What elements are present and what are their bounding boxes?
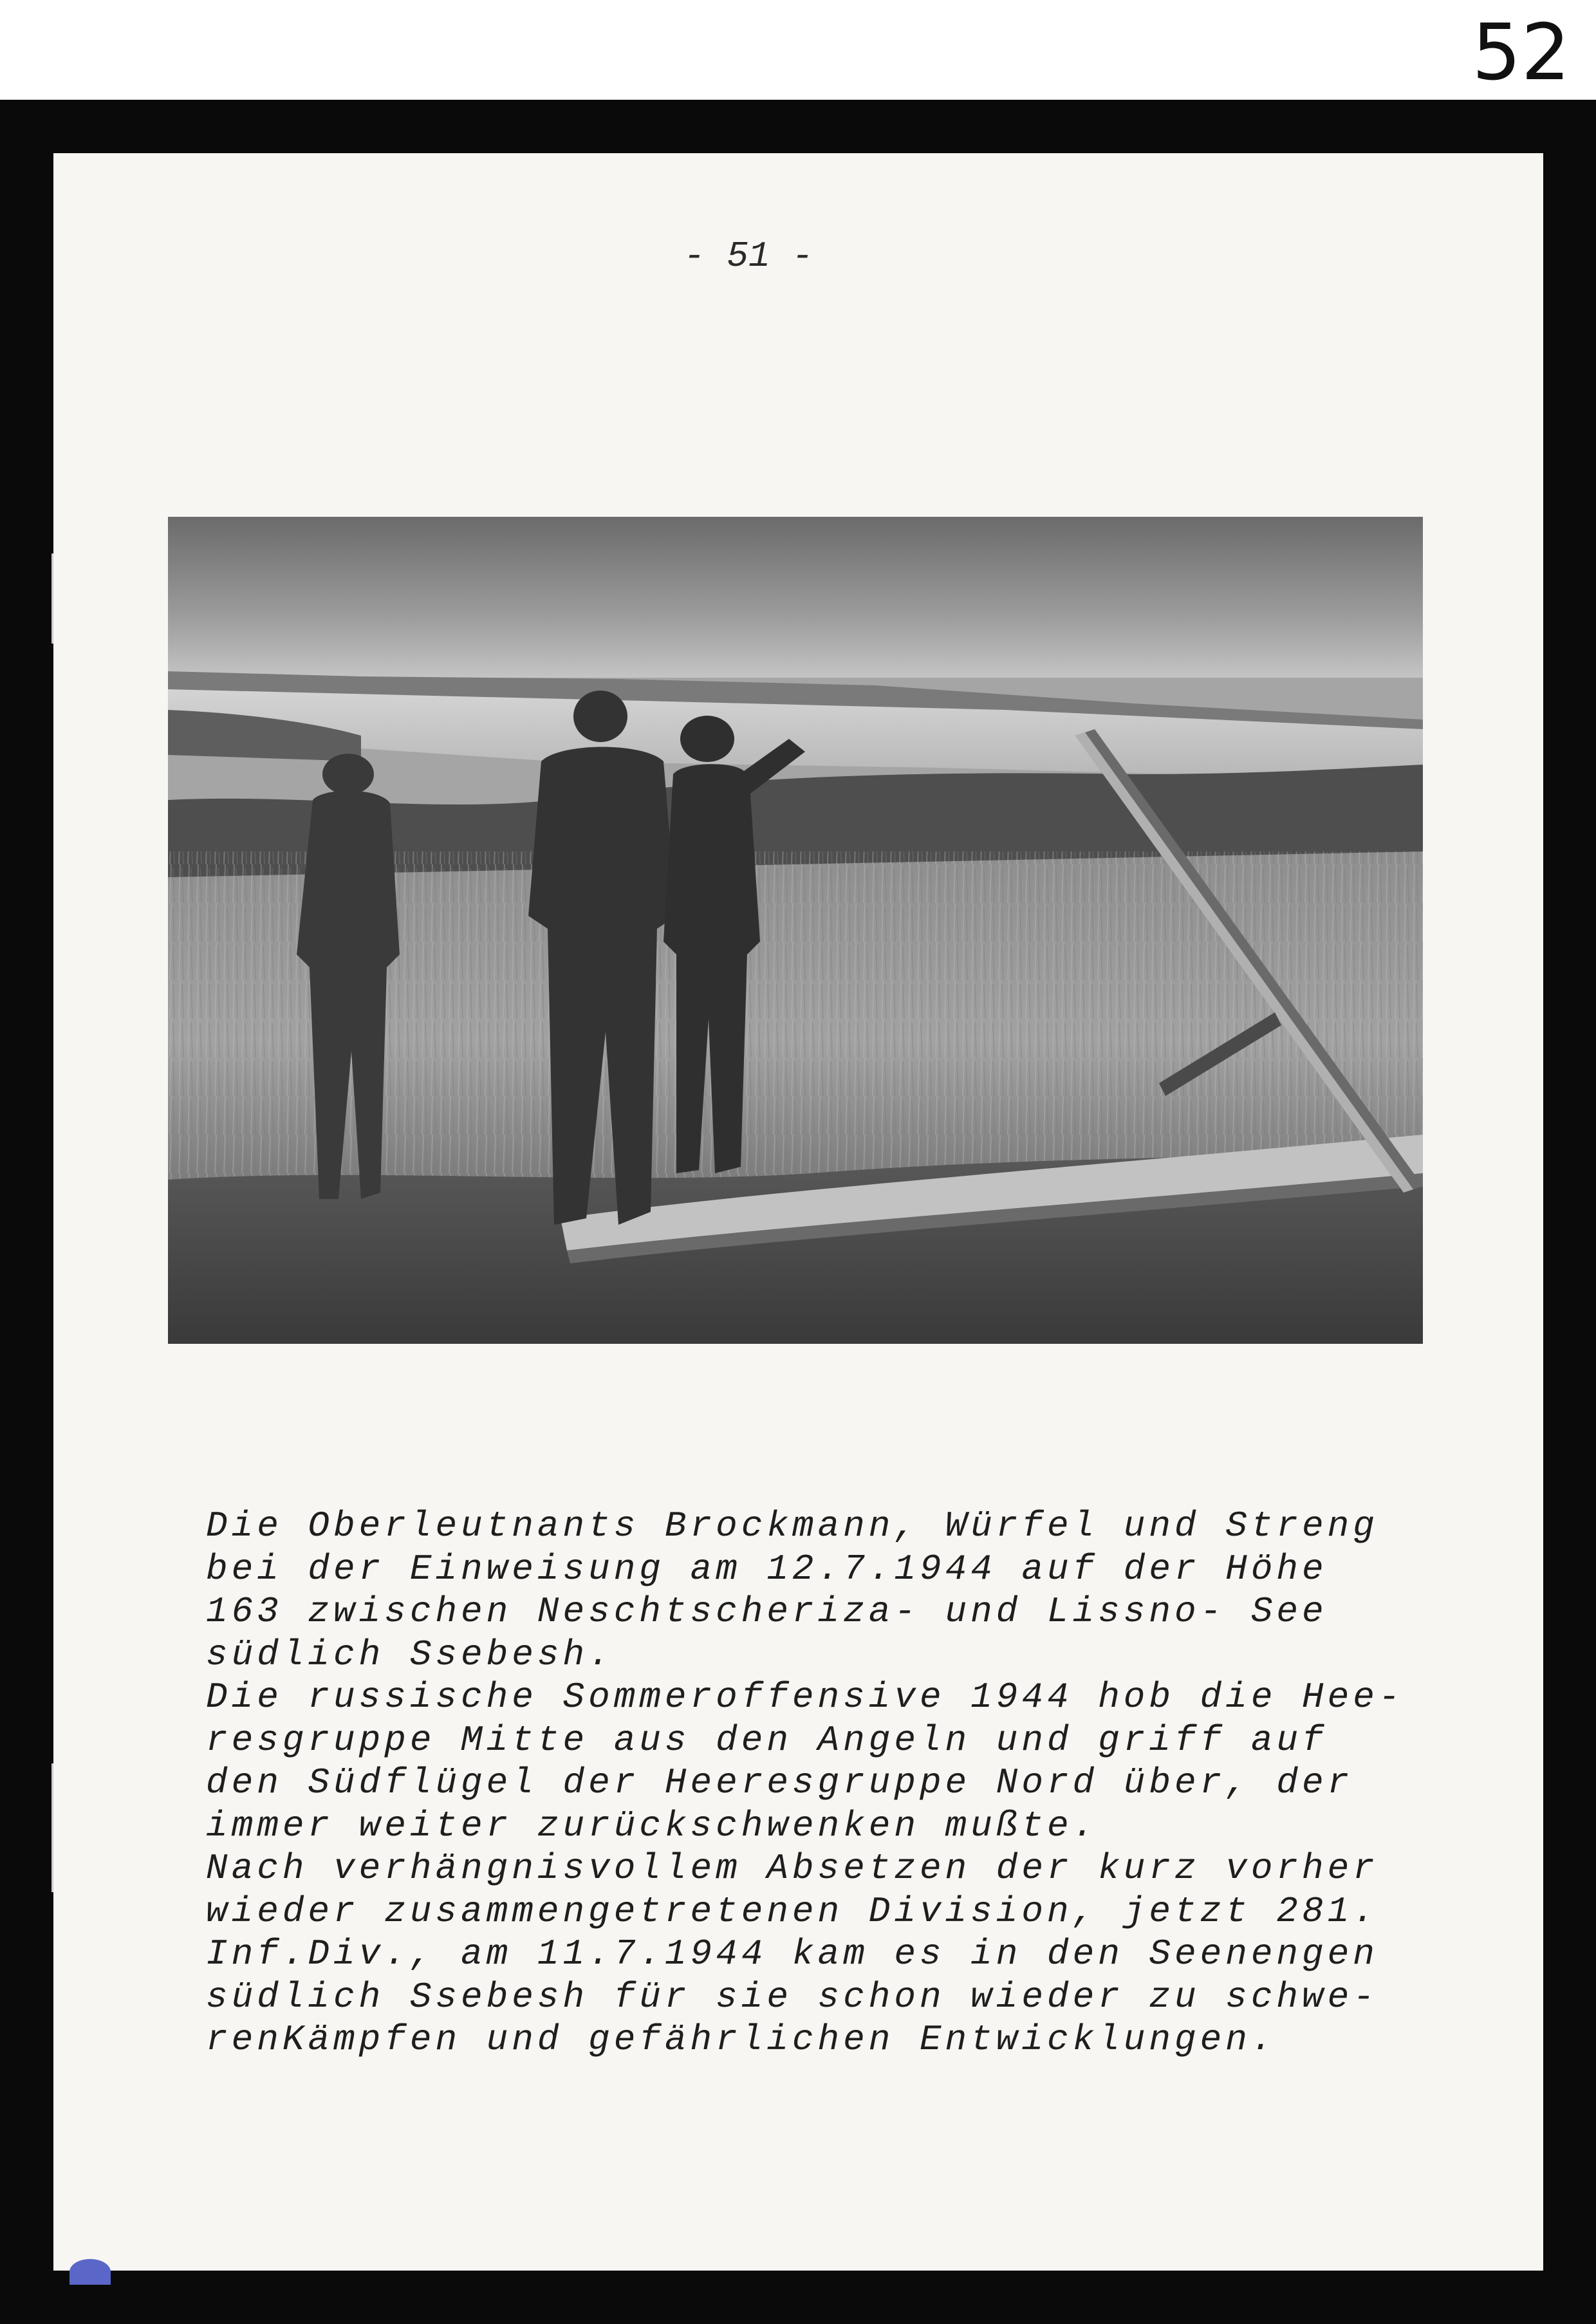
caption-line: wieder zusammengetretenen Division, jetzt 281. bbox=[206, 1890, 1378, 1932]
caption-line: renKämpfen und gefährlichen Entwicklungen. bbox=[206, 2019, 1277, 2060]
page-number: - 51 - bbox=[683, 236, 813, 277]
caption-line: südlich Ssebesh. bbox=[206, 1633, 614, 1675]
caption-line: bei der Einweisung am 12.7.1944 auf der Höhe bbox=[206, 1548, 1328, 1590]
caption-line: den Südflügel der Heeresgruppe Nord über, der bbox=[206, 1762, 1353, 1803]
caption-line: Nach verhängnisvollem Absetzen der kurz vorher bbox=[206, 1848, 1378, 1889]
photograph bbox=[168, 517, 1423, 1344]
caption-line: Die Oberleutnants Brockmann, Würfel und Streng bbox=[206, 1505, 1378, 1547]
caption-line: resgruppe Mitte aus den Angeln und griff auf bbox=[206, 1719, 1328, 1761]
scan-page-number: 52 bbox=[1472, 8, 1570, 98]
caption-line: südlich Ssebesh für sie schon wieder zu schwe- bbox=[206, 1976, 1378, 2018]
photo-sky bbox=[168, 517, 1423, 678]
caption-line: Die russische Sommeroffensive 1944 hob die Hee- bbox=[206, 1677, 1404, 1718]
corner-marker bbox=[70, 2259, 111, 2285]
caption-line: immer weiter zurückschwenken mußte. bbox=[206, 1805, 1099, 1846]
caption bbox=[206, 1505, 1404, 2061]
caption-line: 163 zwischen Neschtscheriza- und Lissno- See bbox=[206, 1591, 1328, 1632]
caption-line: Inf.Div., am 11.7.1944 kam es in den Seenengen bbox=[206, 1933, 1378, 1975]
paper-sheet bbox=[53, 153, 1543, 2271]
